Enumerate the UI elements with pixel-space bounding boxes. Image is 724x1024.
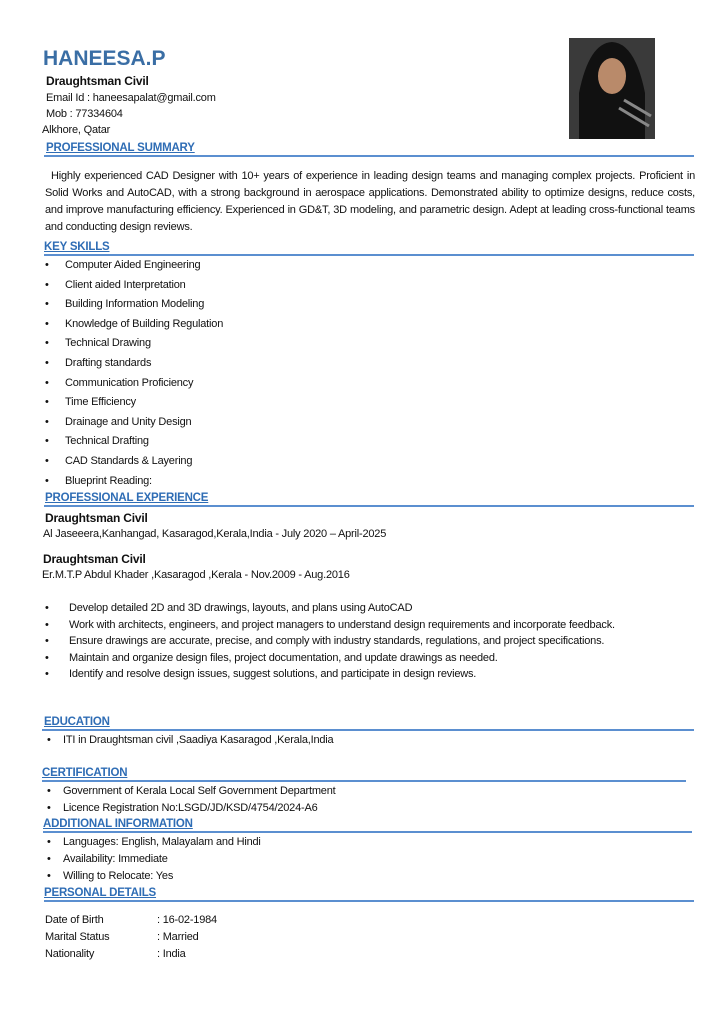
skill-item: • Knowledge of Building Regulation <box>45 315 223 335</box>
job-detail: Er.M.T.P Abdul Khader ,Kasaragod ,Kerala - Nov.2009 - Aug.2016 <box>42 569 350 581</box>
certification-item: • Government of Kerala Local Self Government Department <box>45 783 335 800</box>
section-professional-experience <box>44 491 694 507</box>
skill-item: • Computer Aided Engineering <box>45 256 223 276</box>
location: Alkhore, Qatar <box>42 124 111 136</box>
skill-item: • Drafting standards <box>45 354 223 374</box>
section-education <box>42 715 694 731</box>
experience-bullet: • Work with architects, engineers, and project managers to understand design requirements and incorporate feedback. <box>45 617 695 634</box>
experience-bullet: • Ensure drawings are accurate, precise, and comply with industry standards, regulations, and project specifications. <box>45 633 695 650</box>
experience-bullet: • Identify and resolve design issues, suggest solutions, and participate in design reviews. <box>45 666 695 683</box>
skill-item: • Technical Drafting <box>45 432 223 452</box>
section-personal-details <box>44 886 694 902</box>
experience-bullet: • Develop detailed 2D and 3D drawings, layouts, and plans using AutoCAD <box>45 600 695 617</box>
certification-list <box>45 783 335 817</box>
section-key-skills <box>44 240 694 256</box>
certification-item: • Licence Registration No:LSGD/JD/KSD/4754/2024-A6 <box>45 800 335 817</box>
experience-bullets <box>45 600 695 683</box>
job-title: Draughtsman Civil <box>43 552 146 566</box>
job-detail: Al Jaseeera,Kanhangad, Kasaragod,Kerala,India - July 2020 – April-2025 <box>43 528 387 540</box>
section-heading: PROFESSIONAL EXPERIENCE <box>45 492 209 504</box>
personal-row: Nationality : India <box>45 947 186 960</box>
section-heading: EDUCATION <box>44 716 110 728</box>
section-certification <box>42 766 686 782</box>
skill-item: • Client aided Interpretation <box>45 276 223 296</box>
section-heading: ADDITIONAL INFORMATION <box>43 818 193 830</box>
education-item: • ITI in Draughtsman civil ,Saadiya Kasaragod ,Kerala,India <box>45 732 333 749</box>
education-list <box>45 732 333 749</box>
skill-item: • CAD Standards & Layering <box>45 452 223 472</box>
additional-item: • Willing to Relocate: Yes <box>45 868 261 885</box>
summary-text: Highly experienced CAD Designer with 10+ years of experience in leading design teams and managing complex projects. Proficient in Solid Works and AutoCAD, with a strong background in aerospace applications. Demonstrated ability to optimize designs, reduce costs, and improve manufacturing efficiency. Experienced in GD&T, 3D modeling, and parametric design. Adept at leading cross-functional teams and conducting design reviews. <box>45 170 695 233</box>
additional-list <box>45 834 261 885</box>
skill-item: • Technical Drawing <box>45 334 223 354</box>
experience-bullet: • Maintain and organize design files, project documentation, and update drawings as needed. <box>45 650 695 667</box>
personal-row: Marital Status : Married <box>45 930 199 943</box>
additional-item: • Availability: Immediate <box>45 851 261 868</box>
skills-list <box>45 256 223 491</box>
candidate-role: Draughtsman Civil <box>46 74 149 88</box>
skill-item: • Time Efficiency <box>45 393 223 413</box>
skill-item: • Communication Proficiency <box>45 374 223 394</box>
section-heading: PROFESSIONAL SUMMARY <box>46 142 195 154</box>
personal-details-table <box>45 911 217 962</box>
job-title: Draughtsman Civil <box>45 511 148 525</box>
section-heading: CERTIFICATION <box>42 767 128 779</box>
email: Email Id : haneesapalat@gmail.com <box>46 92 216 104</box>
section-additional-information <box>43 817 692 833</box>
section-heading: KEY SKILLS <box>44 241 110 253</box>
skill-item: • Blueprint Reading: <box>45 472 223 492</box>
personal-row: Date of Birth : 16-02-1984 <box>45 913 217 926</box>
profile-photo <box>569 38 655 139</box>
section-heading: PERSONAL DETAILS <box>44 887 157 899</box>
candidate-name: HANEESA.P <box>43 47 166 70</box>
section-professional-summary <box>44 141 694 157</box>
mobile: Mob : 77334604 <box>46 108 123 120</box>
skill-item: • Drainage and Unity Design <box>45 413 223 433</box>
skill-item: • Building Information Modeling <box>45 295 223 315</box>
additional-item: • Languages: English, Malayalam and Hindi <box>45 834 261 851</box>
